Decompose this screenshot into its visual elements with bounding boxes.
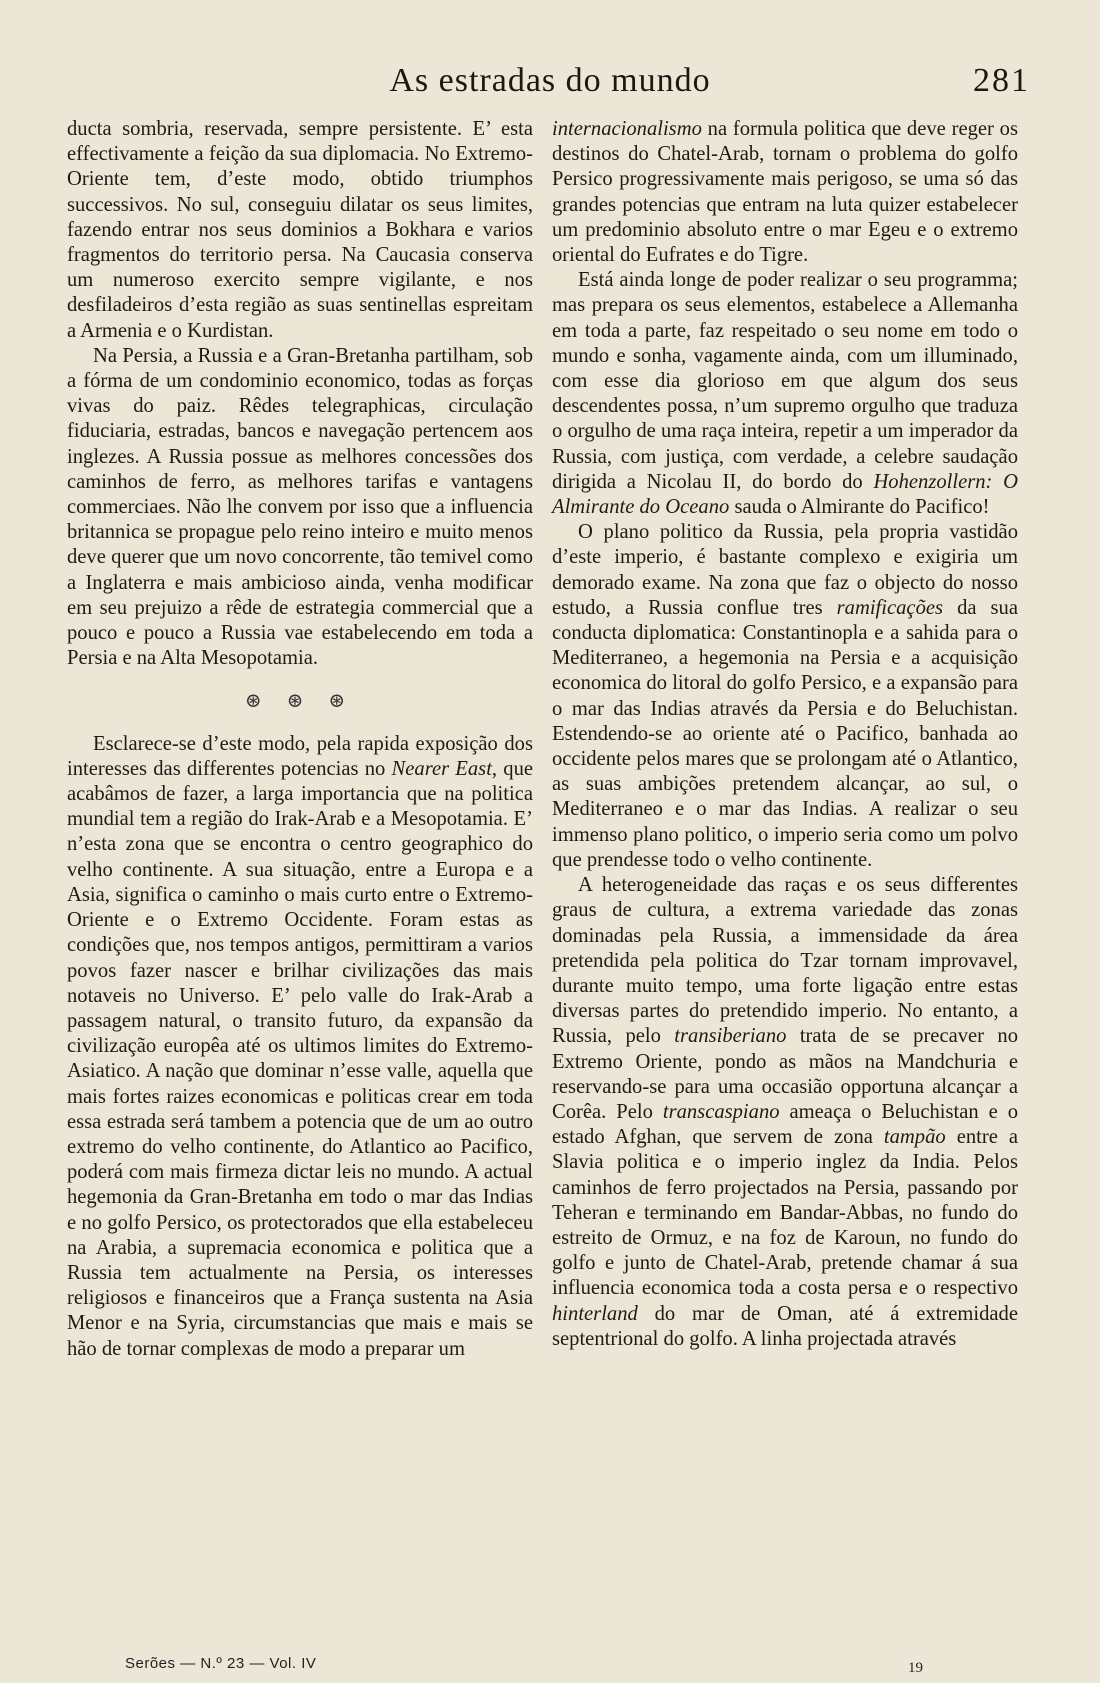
italic-term: transiberiano [674,1025,787,1048]
italic-term: hinterland [552,1302,638,1325]
italic-term: tampão [883,1126,946,1149]
text-run: do mar de Oman, até á extremidade septentrional do golfo. A linha projectada através [552,1302,1018,1350]
paragraph: ducta sombria, reservada, sempre persistente. E’ esta effectivamente a feição da sua diplomacia. No Extremo-Oriente tem, d’este modo, obtido triumphos successivos. No sul, conseguiu dilatar os seus limites, fazendo entrar nos seus dominios a Bokhara e varios fragmentos do territorio persa. Na Caucasia conserva um numeroso exercito sempre vigilante, e nos desfiladeiros d’esta região as suas sentinellas espreitam a Armenia e o Kurdistan. [67,118,533,342]
text-run: da sua conducta diplomatica: Constantinopla e a sahida para o Mediterraneo, a hegemonia na Persia e a acquisição economica do litoral do golfo Persico, e a expansão para o mar das Indias através da Persia e do Beluchistan. Estendendo-se ao oriente até o Pacifico, banhada ao occidente pelos mares que se prolongam até o Atlantico, as suas ambições pretendem alcançar, ao sul, o Mediterraneo e o mar das Indias. A realizar o seu immenso plano politico, o imperio seria como um polvo que prendesse todo o velho continente. [552,596,1018,871]
right-column [552,117,1018,1352]
section-divider-ornament: ⊛ ⊛ ⊛ [244,690,356,713]
paragraph [552,268,1018,520]
text-run: trata de se precaver no Extremo Oriente, pondo as mãos na Mandchuria e reservando-se para uma occasião opportuna alcançar a Corêa. Pelo [552,1025,1018,1123]
paragraph: Na Persia, a Russia e a Gran-Bretanha partilham, sob a fórma de um condominio economico, todas as forças vivas do paiz. Rêdes telegraphicas, circulação fiduciaria, estradas, bancos e navegação pertencem aos inglezes. A Russia possue as melhores concessões dos caminhos de ferro, as melhores tarifas e vantagens commerciaes. Não lhe convem por isso que a influencia britannica se propague pelo reino inteiro e muito menos deve querer que um novo concorrente, tão temivel como a Inglaterra e mais ambicioso ainda, venha modificar em seu prejuizo a rêde de estrategia commercial que a pouco e pouco a Russia vae estabelecendo em toda a Persia e na Alta Mesopotamia. [67,344,533,670]
signature-mark: 19 [908,1660,923,1676]
running-title: As estradas do mundo [389,62,711,99]
publication-footer: Serões — N.º 23 — Vol. IV [125,1655,317,1672]
text-run: O plano politico da Russia, pela propria vastidão d’este imperio, é bastante complexo e exigiria um demorado exame. Na zona que faz o objecto do nosso estudo, a Russia conflue tres [552,521,1018,619]
italic-term: Hohenzollern: O Almirante do Oceano [552,470,1018,519]
text-run: Está ainda longe de poder realizar o seu programma; mas prepara os seus elementos, estabelece a Allemanha em toda a parte, faz respeitado o seu nome em todo o mundo e sonha, vagamente ainda, com um illuminado, com esse dia glorioso em que algum dos seus descendentes possa, n’um supremo orgulho que traduza o orgulho de uma raça inteira, repetir a um imperador da Russia, com justiça, com verdade, a celebre saudação dirigida a Nicolau II, do bordo do [552,269,1018,493]
paragraph [552,873,1018,1352]
text-run: entre a Slavia politica e o imperio inglez da India. Pelos caminhos de ferro projectados na Persia, passando por Teheran e terminando em Bandar-Abbas, no fundo do estreito de Ormuz, e na foz de Karoun, no fundo do golfo e junto de Chatel-Arab, pretende chamar á sua influencia economica toda a costa persa e o respectivo [552,1126,1018,1300]
paragraph [67,732,533,1362]
text-run: , que acabâmos de fazer, a larga importancia que na politica mundial tem a região do Irak-Arab e a Mesopotamia. E’ n’esta zona que se encontra o centro geographico do velho continente. A sua situação, entre a Europa e a Asia, significa o caminho o mais curto entre o Extremo-Oriente e o Extremo Occidente. Foram estas as condições que, nos tempos antigos, permittiram a varios povos fazer nascer e brilhar civilizações das mais notaveis no Universo. E’ pelo valle do Irak-Arab a passagem natural, o transito futuro, da expansão da civilização europêa até os ultimos limites do Extremo-Asiatico. A nação que dominar n’esse valle, aquella que mais fortes raizes economicas e politicas crear em toda essa estrada será tambem a potencia que de um ao outro extremo do velho continente, do Atlantico ao Pacifico, poderá com mais firmeza dictar leis no mundo. A actual hegemonia da Gran-Bretanha em todo o mar das Indias e no golfo Persico, os protectorados que ella estabeleceu na Arabia, a supremacia economica e politica que a Russia tem actualmente na Persia, os interesses religiosos e financeiros que a França sustenta na Asia Menor e na Syria, circumstancias que mais e mais se hão de tornar complexas de modo a preparar um [67,757,533,1360]
text-run: sauda o Almirante do Pacifico! [729,496,990,519]
running-head [70,62,1030,112]
text-run: A heterogeneidade das raças e os seus differentes graus de cultura, a extrema variedade das zonas dominadas pela Russia, a immensidade da área pretendida pela politica do Tzar tornam improvavel, durante muito tempo, uma forte ligação entre estas diversas partes do pretendido imperio. No entanto, a Russia, pelo [552,874,1018,1048]
italic-term: ramificações [836,596,944,619]
text-run: ameaça o Beluchistan e o estado Afghan, que servem de zona [552,1100,1018,1149]
paragraph [552,117,1018,268]
paragraph [552,520,1018,873]
text-run: Esclarece-se d’este modo, pela rapida exposição dos interesses das differentes potencias no [67,732,533,780]
italic-term: transcaspiano [662,1100,780,1123]
page-number: 281 [973,62,1030,99]
text-run: na formula politica que deve reger os destinos do Chatel-Arab, tornam o problema do golfo Persico progressivamente mais perigoso, se uma só das grandes potencias que entram na luta quizer estabelecer um predominio absoluto entre o mar Egeu e o extremo oriental do Eufrates e do Tigre. [552,118,1018,267]
italic-term: Nearer East [391,757,492,780]
left-column [67,117,533,1362]
italic-term: internacionalismo [552,118,702,140]
